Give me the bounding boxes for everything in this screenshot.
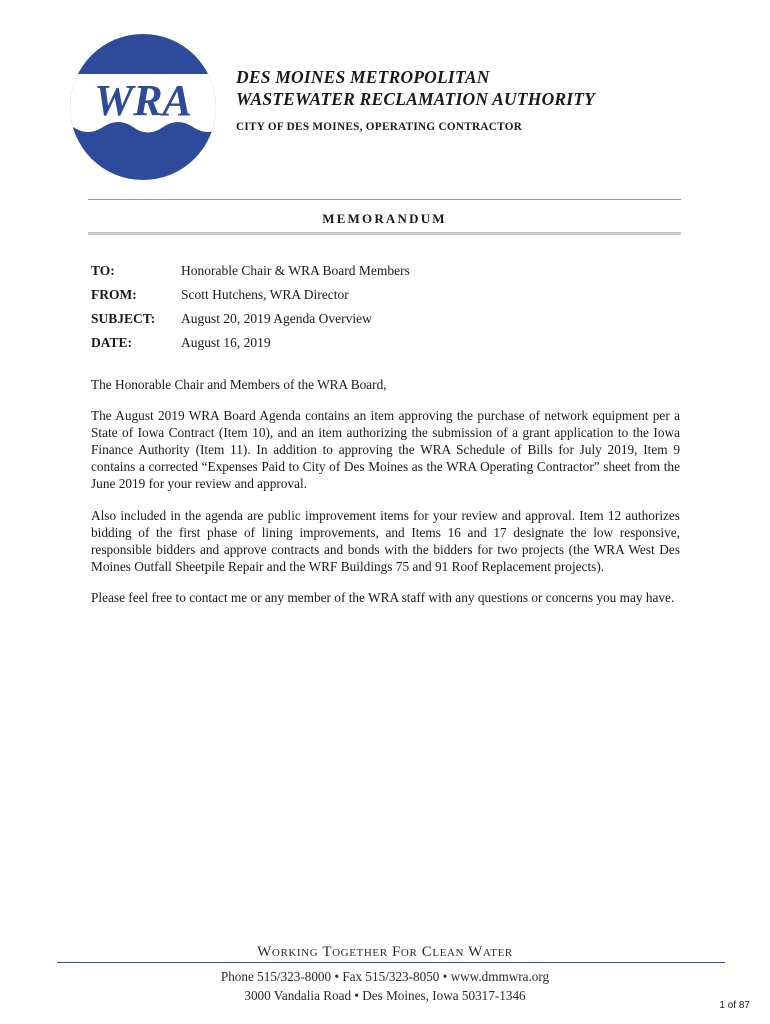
field-value: Scott Hutchens, WRA Director (181, 287, 349, 302)
body-paragraph: The August 2019 WRA Board Agenda contains an item approving the purchase of network equipment per a State of Iowa Contract (Item 10), and an item authorizing the submission of a grant application to the Iowa Finance Authority (Item 11). In addition to approving the WRA Schedule of Bills for July 2019, Item 9 contains a corrected “Expenses Paid to City of Des Moines as the WRA Operating Contractor” sheet from the June 2019 for your review and approval. (91, 408, 680, 491)
top-rule (88, 199, 681, 200)
field-value: Honorable Chair & WRA Board Members (181, 263, 410, 278)
field-to (91, 262, 410, 286)
memo-title: MEMORANDUM (322, 211, 447, 226)
field-label: TO: (91, 263, 115, 278)
page-indicator: 1 of 87 (719, 1000, 750, 1011)
footer-tagline: Working Together For Clean Water (257, 944, 513, 960)
memo-body (91, 376, 680, 621)
memo-title-rule (88, 232, 681, 235)
memo-fields (91, 262, 410, 358)
org-name-line1: DES MOINES METROPOLITAN (236, 67, 490, 87)
org-subtitle: CITY OF DES MOINES, OPERATING CONTRACTOR (236, 121, 523, 133)
field-value: August 20, 2019 Agenda Overview (181, 311, 372, 326)
field-label: FROM: (91, 287, 137, 302)
footer-contact: Phone 515/323-8000 • Fax 515/323-8050 • www.dmmwra.org (220, 969, 550, 984)
field-value: August 16, 2019 (181, 335, 271, 350)
field-label: SUBJECT: (91, 311, 156, 326)
footer-address: 3000 Vandalia Road • Des Moines, Iowa 50317-1346 (244, 988, 526, 1003)
body-paragraph: Please feel free to contact me or any member of the WRA staff with any questions or concerns you may have. (91, 590, 675, 605)
field-from (91, 286, 410, 310)
logo-text: WRA (94, 76, 192, 125)
footer-rule (57, 962, 725, 963)
field-label: DATE: (91, 335, 133, 350)
field-date (91, 334, 410, 358)
body-paragraph: Also included in the agenda are public improvement items for your review and approval. Item 12 authorizes bidding of the first phase of lining improvements, and Items 16 and 17 designate the low responsive, responsible bidders and approve contracts and bonds with the bidders for two projects (the WRA West Des Moines Outfall Sheetpile Repair and the WRF Buildings 75 and 91 Roof Replacement projects). (91, 507, 680, 574)
org-name-line2: WASTEWATER RECLAMATION AUTHORITY (236, 89, 596, 109)
wra-logo (68, 32, 218, 182)
salutation: The Honorable Chair and Members of the WRA Board, (91, 377, 387, 392)
org-name (236, 66, 595, 110)
field-subject (91, 310, 410, 334)
